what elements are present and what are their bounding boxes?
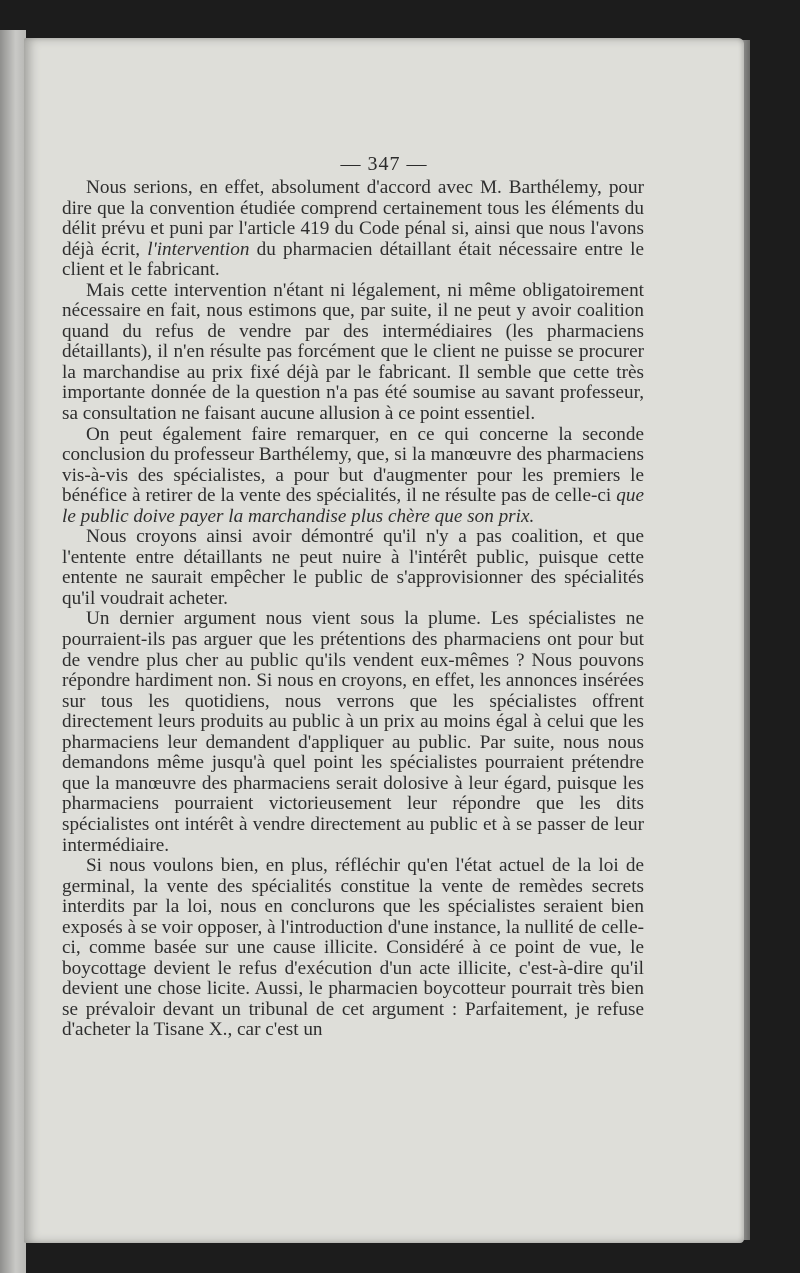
paragraph: [62, 609, 644, 856]
book-page: [24, 38, 744, 1243]
paragraph: [62, 425, 644, 528]
text-run: Nous serions, en effet, absolument d'accord avec M. Barthélemy, pour dire que la convention étudiée comprend certainement tous les éléments du délit prévu et puni par l'article 419 du Code pénal si, ainsi que nous l'avons déjà écrit,: [62, 177, 644, 260]
italic-run: que le public doive payer la marchandise plus chère que son prix.: [62, 485, 644, 527]
facing-page-edge: [0, 30, 26, 1273]
text-run: du pharmacien détaillant était nécessaire entre le client et le fabricant.: [62, 238, 644, 281]
paragraph: [62, 856, 644, 1041]
body-text: [62, 178, 644, 1041]
page-number: — 347 —: [340, 153, 428, 175]
italic-run: l'intervention: [147, 238, 250, 260]
text-run: Si nous voulons bien, en plus, réfléchir qu'en l'état actuel de la loi de germinal, la vente des spécialités constitue la vente de remèdes secrets interdits par la loi, nous en conclurons que les spécialistes seraient bien exposés à se voir opposer, à l'introduction d'une instance, la nullité de celle-ci, comme basée sur une cause illicite. Considéré à ce point de vue, le boycottage devient le refus d'exécution d'un acte illicite, c'est-à-dire qu'il devient une chose licite. Aussi, le pharmacien boycotteur pourrait très bien se prévaloir devant un tribunal de cet argument : Parfaitement, je refuse d'acheter la Tisane X., car c'est un: [62, 855, 644, 1041]
text-run: Mais cette intervention n'étant ni légalement, ni même obligatoirement nécessaire en fait, nous estimons que, par suite, il ne peut y avoir coalition quand du refus de vendre par des intermédiaires (les pharmaciens détaillants), il n'en résulte pas forcément que le client ne puisse se procurer la marchandise au prix fixé déjà par le fabricant. Il semble que cette très importante donnée de la question n'a pas été soumise au savant professeur, sa consultation ne faisant aucune allusion à ce point essentiel.: [62, 279, 644, 425]
paragraph: [62, 281, 644, 425]
text-run: Un dernier argument nous vient sous la plume. Les spécialistes ne pourraient-ils pas arguer que les prétentions des pharmaciens ont pour but de vendre plus cher au public qu'ils vendent eux-mêmes ? Nous pouvons répondre hardiment non. Si nous en croyons, en effet, les annonces insérées sur tous les quotidiens, nous verrons que les spécialistes offrent directement leurs produits au public à un prix au moins égal à celui que les pharmaciens leur demandent d'appliquer au public. Par suite, nous nous demandons même jusqu'à quel point les spécialistes pourraient prétendre que la manœuvre des pharmaciens serait dolosive à leur égard, puisque les pharmaciens pourraient victorieusement leur répondre que les dits spécialistes ont intérêt à vendre directement au public et à se passer de leur intermédiaire.: [62, 608, 644, 856]
text-run: On peut également faire remarquer, en ce qui concerne la seconde conclusion du professeur Barthélemy, que, si la manœuvre des pharmaciens vis-à-vis des spécialistes, a pour but d'augmenter pour les premiers le bénéfice à retirer de la vente des spécialités, il ne résulte pas de celle-ci: [62, 423, 644, 507]
paragraph: [62, 527, 644, 609]
paragraph: [62, 178, 644, 281]
text-run: Nous croyons ainsi avoir démontré qu'il n'y a pas coalition, et que l'entente entre détaillants ne peut nuire à l'intérêt public, puisque cette entente ne saurait empêcher le public de s'approvisionner des spécialités qu'il voudrait acheter.: [62, 526, 644, 609]
